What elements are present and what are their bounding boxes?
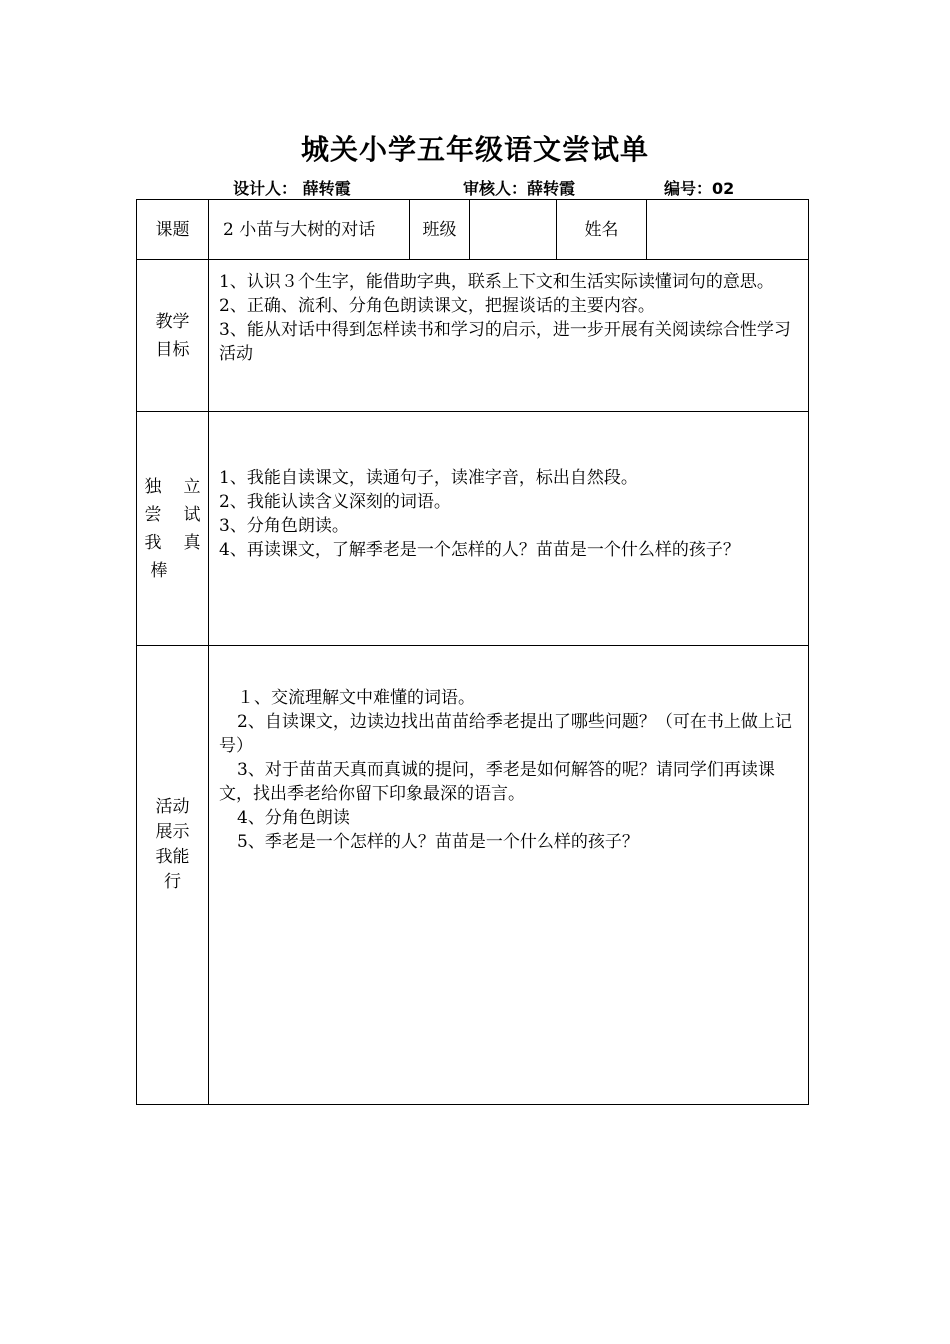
topic-value: 2 小苗与大树的对话 (209, 200, 410, 260)
independent-label-line-1: 独 立 (144, 476, 201, 497)
activity-item-1: １、交流理解文中难懂的词语。 (237, 688, 475, 708)
activity-label-line-2: 展示 (155, 822, 190, 842)
activity-label (137, 646, 209, 1105)
trial-sheet-table (136, 199, 809, 1105)
goals-label-line-1: 教学 (155, 311, 190, 332)
activity-label-line-3: 我能 (155, 847, 190, 867)
independent-label (137, 412, 209, 646)
reviewer-label: 审核人：薛转霞 (463, 179, 576, 198)
goals-content (209, 260, 809, 412)
independent-item-1: 1、我能自读课文，读通句子，读准字音，标出自然段。 (219, 468, 638, 488)
goal-item-3: 3、能从对话中得到怎样读书和学习的启示，进一步开展有关阅读综合性学习活动 (219, 320, 791, 364)
activity-item-2: 2、自读课文，边读边找出苗苗给季老提出了哪些问题？（可在书上做上记号） (219, 712, 792, 756)
goal-item-2: 2、正确、流利、分角色朗读课文，把握谈话的主要内容。 (219, 296, 655, 316)
header-row (137, 200, 809, 260)
independent-item-3: 3、分角色朗读。 (219, 516, 349, 536)
goals-row (137, 260, 809, 412)
name-field[interactable] (647, 200, 809, 260)
goals-label (137, 260, 209, 412)
class-label: 班级 (410, 200, 470, 260)
page-title: 城关小学五年级语文尝试单 (300, 133, 649, 166)
independent-row (137, 412, 809, 646)
goals-label-line-2: 目标 (155, 339, 190, 360)
designer-label: 设计人： 薛转霞 (233, 179, 351, 198)
independent-content (209, 412, 809, 646)
independent-item-4: 4、再读课文，了解季老是一个怎样的人？苗苗是一个什么样的孩子？ (219, 540, 740, 560)
activity-row (137, 646, 809, 1105)
topic-label: 课题 (137, 200, 209, 260)
activity-label-line-4: 行 (164, 872, 181, 892)
independent-item-2: 2、我能认读含义深刻的词语。 (219, 492, 451, 512)
independent-label-line-4: 棒 (150, 560, 168, 581)
activity-item-5: 5、季老是一个怎样的人？苗苗是一个什么样的孩子？ (237, 832, 639, 852)
independent-label-line-2: 尝 试 (144, 504, 201, 525)
class-field[interactable] (470, 200, 557, 260)
activity-item-3: 3、对于苗苗天真而真诚的提问，季老是如何解答的呢？请同学们再读课文，找出季老给你留下印象最深的语言。 (219, 760, 775, 804)
activity-item-4: 4、分角色朗读 (237, 808, 350, 828)
name-label: 姓名 (557, 200, 647, 260)
number-label: 编号：02 (664, 179, 735, 198)
activity-content (209, 646, 809, 1105)
independent-label-line-3: 我 真 (144, 532, 201, 553)
goal-item-1: 1、认识３个生字，能借助字典，联系上下文和生活实际读懂词句的意思。 (219, 272, 774, 292)
activity-label-line-1: 活动 (155, 797, 190, 817)
